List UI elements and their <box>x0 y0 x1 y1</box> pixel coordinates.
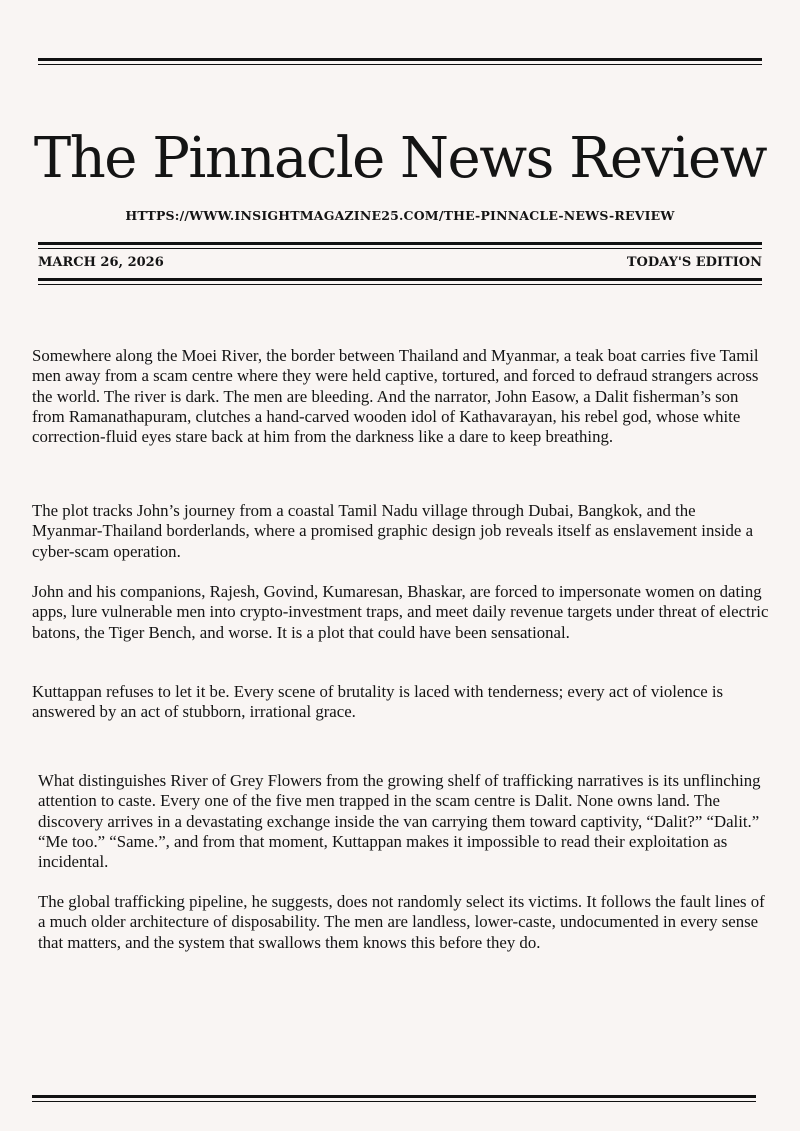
rule-below-dateline <box>38 278 762 281</box>
issue-date: MARCH 26, 2026 <box>38 255 164 270</box>
rule-above-dateline <box>38 242 762 245</box>
article-paragraph: What distinguishes River of Grey Flowers from the growing shelf of trafficking narratives is its unflinching attention to caste. Every one of the five men trapped in the scam centre is Dalit. None owns land. The discovery arrives in a devastating exchange inside the van carrying them toward captivity, “Dalit?” “Dalit.” “Me too.” “Same.”, and from that moment, Kuttappan makes it impossible to read their exploitation as incidental. <box>38 771 761 872</box>
article-paragraph: The plot tracks John’s journey from a coastal Tamil Nadu village through Dubai, Bangkok, and the Myanmar-Thailand borderlands, where a promised graphic design job reveals itself as enslavement inside a cyber-scam operation. <box>32 501 754 561</box>
article-paragraph: Kuttappan refuses to let it be. Every scene of brutality is laced with tenderness; every act of violence is answered by an act of stubborn, irrational grace. <box>32 682 724 722</box>
dateline <box>38 255 762 270</box>
article-paragraph: John and his companions, Rajesh, Govind, Kumaresan, Bhaskar, are forced to impersonate women on dating apps, lure vulnerable men into crypto-investment traps, and meet daily revenue targets under threat of electric batons, the Tiger Bench, and worse. It is a plot that could have been sensational. <box>32 582 769 642</box>
masthead-url: HTTPS://WWW.INSIGHTMAGAZINE25.COM/THE-PINNACLE-NEWS-REVIEW <box>125 208 675 223</box>
masthead-title: The Pinnacle News Review <box>33 126 767 191</box>
edition-label: TODAY'S EDITION <box>626 255 762 270</box>
article-paragraph: The global trafficking pipeline, he suggests, does not randomly select its victims. It follows the fault lines of a much older architecture of disposability. The men are landless, lower-caste, undocumented in every sense that matters, and the system that swallows them knows this before they do. <box>38 892 765 952</box>
article-paragraph: Somewhere along the Moei River, the border between Thailand and Myanmar, a teak boat carries five Tamil men away from a scam centre where they were held captive, tortured, and forced to defraud strangers across the world. The river is dark. The men are bleeding. And the narrator, John Easow, a Dalit fisherman’s son from Ramanathapuram, clutches a hand-carved wooden idol of Kathavarayan, his rebel god, whose white correction-fluid eyes stare back at him from the darkness like a dare to keep breathing. <box>32 346 759 447</box>
bottom-rule <box>32 1095 756 1098</box>
top-rule <box>38 58 762 61</box>
